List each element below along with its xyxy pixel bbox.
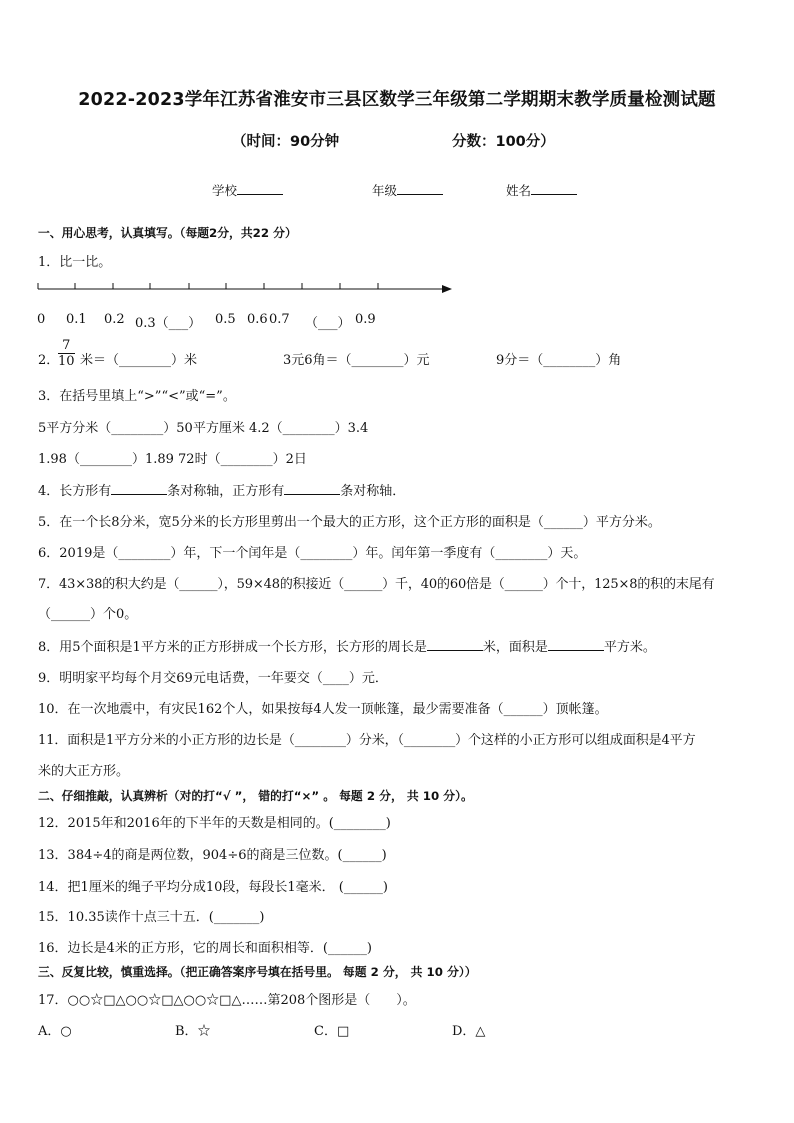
q12: 12．2015年和2016年的下半年的天数是相同的。(________) bbox=[38, 816, 391, 831]
q1-number-6: 0.6 bbox=[247, 312, 268, 327]
q8-blank-2[interactable] bbox=[548, 638, 604, 651]
q1-number-1: 0.1 bbox=[66, 312, 87, 327]
name-label: 姓名 bbox=[506, 183, 532, 198]
q8-blank-1[interactable] bbox=[427, 638, 483, 651]
q9: 9．明明家平均每个月交69元电话费，一年要交（____）元． bbox=[38, 671, 388, 686]
school-field bbox=[212, 181, 283, 199]
q8-part-b: 米，面积是 bbox=[482, 640, 548, 655]
school-blank[interactable] bbox=[237, 182, 283, 195]
q8 bbox=[38, 636, 656, 655]
q1-label: 1．比一比。 bbox=[38, 255, 112, 270]
time-label: （时间：90分钟 bbox=[232, 134, 340, 150]
q11-line2: 米的大正方形。 bbox=[38, 764, 130, 779]
q4-part-a: 4．长方形有 bbox=[38, 484, 112, 499]
q1-number-8: （___） bbox=[305, 316, 351, 331]
q2-fraction bbox=[58, 338, 75, 369]
q2-part3: 9分＝（________）角 bbox=[496, 353, 622, 368]
q17-option-c[interactable]: C．□ bbox=[314, 1024, 350, 1039]
q2-numerator: 7 bbox=[58, 338, 75, 354]
q1-number-5: 0.5 bbox=[215, 312, 236, 327]
q2-prefix: 2． bbox=[38, 353, 60, 368]
q1-number-2: 0.2 bbox=[104, 312, 125, 327]
q4-blank-1[interactable] bbox=[111, 482, 167, 495]
q4 bbox=[38, 480, 405, 499]
q17-option-d[interactable]: D．△ bbox=[452, 1024, 486, 1039]
q17-stem: 17．○○☆□△○○☆□△○○☆□△……第208个图形是（ ）。 bbox=[38, 993, 416, 1008]
q1-number-0: 0 bbox=[37, 312, 46, 327]
q8-part-a: 8．用5个面积是1平方米的正方形拼成一个长方形，长方形的周长是 bbox=[38, 640, 427, 655]
q17-option-b[interactable]: B．☆ bbox=[175, 1024, 211, 1039]
grade-field bbox=[372, 181, 443, 199]
q16: 16．边长是4米的正方形，它的周长和面积相等．(______) bbox=[38, 941, 372, 956]
q15: 15．10.35读作十点三十五．(_______) bbox=[38, 910, 265, 925]
q13: 13．384÷4的商是两位数，904÷6的商是三位数。(______) bbox=[38, 848, 387, 863]
number-line bbox=[34, 280, 454, 300]
q4-part-c: 条对称轴． bbox=[340, 484, 406, 499]
q2-part1: 米＝（________）米 bbox=[80, 353, 198, 368]
q11-line1: 11．面积是1平方分米的小正方形的边长是（________）分米，（________）个这样的小正方形可以组成面积是4平方 bbox=[38, 733, 696, 748]
grade-blank[interactable] bbox=[397, 182, 443, 195]
q10: 10．在一次地震中，有灾民162个人，如果按每4人发一顶帐篷，最少需要准备（______）顶帐篷。 bbox=[38, 702, 608, 717]
q4-blank-2[interactable] bbox=[284, 482, 340, 495]
q1-number-3: 0.3（___） bbox=[135, 316, 202, 331]
q8-part-c: 平方米。 bbox=[603, 640, 656, 655]
q14: 14．把1厘米的绳子平均分成10段，每段长1毫米． (______) bbox=[38, 880, 388, 895]
q7-line2: （______）个0。 bbox=[38, 607, 138, 622]
section-3-heading: 三、反复比较，慎重选择。（把正确答案序号填在括号里。 每题 2 分， 共 10 分）） bbox=[38, 965, 477, 979]
q6: 6．2019是（________）年，下一个闰年是（________）年。闰年第一季度有（________）天。 bbox=[38, 546, 587, 561]
q17-option-a[interactable]: A．○ bbox=[38, 1024, 72, 1039]
q7-line1: 7．43×38的积大约是（______），59×48的积接近（______）千，40的60倍是（______）个十，125×8的积的末尾有 bbox=[38, 577, 715, 592]
q3-row2: 1.98（________）1.89 72时（________）2日 bbox=[38, 452, 307, 467]
page-title: 2022-2023学年江苏省淮安市三县区数学三年级第二学期期末教学质量检测试题 bbox=[78, 90, 716, 110]
name-blank[interactable] bbox=[531, 182, 577, 195]
q3-row1: 5平方分米（________）50平方厘米 4.2（________）3.4 bbox=[38, 421, 369, 436]
school-label: 学校 bbox=[212, 183, 238, 198]
q4-part-b: 条对称轴，正方形有 bbox=[167, 484, 285, 499]
q2-part2: 3元6角＝（________）元 bbox=[283, 353, 430, 368]
q2-denominator: 10 bbox=[58, 354, 75, 369]
section-2-heading: 二、仔细推敲，认真辨析（对的打“√ ”， 错的打“×” 。 每题 2 分， 共 10 分）。 bbox=[38, 789, 473, 803]
section-1-heading: 一、用心思考，认真填写。（每题2分，共22 分） bbox=[38, 226, 297, 240]
q1-number-7: 0.7 bbox=[269, 312, 290, 327]
q1-number-9: 0.9 bbox=[355, 312, 376, 327]
grade-label: 年级 bbox=[372, 183, 398, 198]
q5: 5．在一个长8分米，宽5分米的长方形里剪出一个最大的正方形，这个正方形的面积是（______）平方分米。 bbox=[38, 515, 661, 530]
name-field bbox=[506, 181, 577, 199]
q3-label: 3．在括号里填上“>”“<”或“=”。 bbox=[38, 389, 236, 404]
score-label: 分数：100分） bbox=[452, 134, 555, 150]
